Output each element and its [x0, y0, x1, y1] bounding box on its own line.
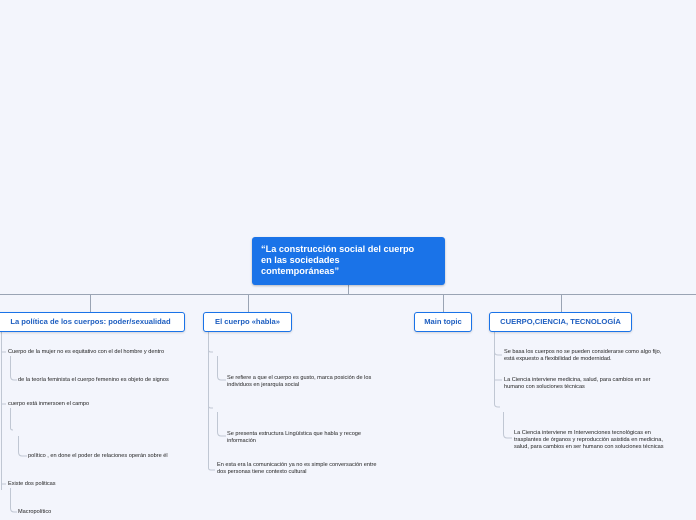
- subtopic-ciencia-2-line-1: La Ciencia interviene medicina, salud, para cambios en ser: [504, 377, 651, 383]
- topic-cuerpo-habla[interactable]: El cuerpo «habla»: [203, 312, 292, 332]
- subtopic-ciencia-3-line-2: trasplantes de órganos y reproducción asistida en medicina,: [514, 437, 663, 443]
- subtopic-cuerpo-2-line-1: Se presenta estructura Lingüística que habla y recoge: [227, 431, 362, 437]
- subtopic-cuerpo-1-line-2: individuos en jerarquía social: [227, 382, 300, 388]
- subtopic-ciencia-2[interactable]: [504, 377, 650, 391]
- topic-cuerpo-ciencia-tecnologia[interactable]: CUERPO,CIENCIA, TECNOLOGÍA: [489, 312, 632, 332]
- politica-branch-4: [11, 488, 18, 512]
- subtopic-cuerpo-3-line-2: dos personas tiene contexto cultural: [217, 469, 307, 475]
- subtopic-cuerpo-1-line-1: Se refiere a que el cuerpo es gusto, marca posición de los: [227, 375, 372, 381]
- subtopic-politica-1[interactable]: Cuerpo de la mujer no es equitativo con el del hombre y dentro: [8, 349, 165, 355]
- subtopic-cuerpo-1[interactable]: [227, 375, 371, 389]
- subtopic-ciencia-1-line-1: Se basa los cuerpos no se pueden considerarse como algo fijo,: [504, 349, 662, 355]
- subtopic-politica-4[interactable]: político , en done el poder de relaciones operán sobre él: [28, 453, 168, 459]
- central-topic-line-3: contemporáneas”: [261, 266, 340, 276]
- topic-main[interactable]: Main topic: [414, 312, 472, 332]
- ciencia-branch-3: [504, 412, 513, 438]
- subtopic-ciencia-3-line-1: La Ciencia interviene m Intervenciones tecnológicas en: [514, 430, 651, 436]
- topic-politica[interactable]: La política de los cuerpos: poder/sexualidad: [0, 312, 185, 332]
- politica-branch-2: [11, 408, 14, 430]
- politica-branch-1: [11, 356, 18, 380]
- subtopic-ciencia-2-line-2: humano con soluciones técnicas: [504, 384, 585, 390]
- subtopic-politica-5[interactable]: Existe dos politicas: [8, 481, 56, 487]
- subtopic-politica-6[interactable]: Macropolítico: [18, 509, 52, 515]
- subtopic-politica-3[interactable]: cuerpo está inmersoen el campo: [8, 401, 90, 407]
- central-topic-line-2: en las sociedades: [261, 255, 340, 265]
- subtopic-cuerpo-2[interactable]: [227, 431, 361, 445]
- subtopic-ciencia-3[interactable]: [514, 430, 664, 451]
- subtopic-cuerpo-3-line-1: En esta era la comunicación ya no es simple conversación entre: [217, 462, 377, 468]
- central-topic-line-1: “La construcción social del cuerpo: [261, 244, 415, 254]
- cuerpo-branch-1: [218, 356, 227, 380]
- subtopic-ciencia-1-line-2: está expuesto a flexibilidad de modernidad.: [504, 356, 612, 362]
- subtopic-ciencia-1[interactable]: [504, 349, 661, 363]
- subtopic-cuerpo-2-line-2: información: [227, 438, 256, 444]
- ciencia-spine: [495, 331, 503, 355]
- subtopic-politica-2[interactable]: de la teoría feminista el cuerpo femenino es objeto de signos: [18, 377, 169, 383]
- subtopic-cuerpo-3[interactable]: [217, 462, 377, 476]
- central-topic[interactable]: [252, 237, 445, 285]
- subtopic-ciencia-3-line-3: salud, para cambios en ser humano con soluciones técnicas: [514, 444, 664, 450]
- cuerpo-branch-2: [218, 412, 227, 436]
- politica-branch-3: [19, 436, 28, 456]
